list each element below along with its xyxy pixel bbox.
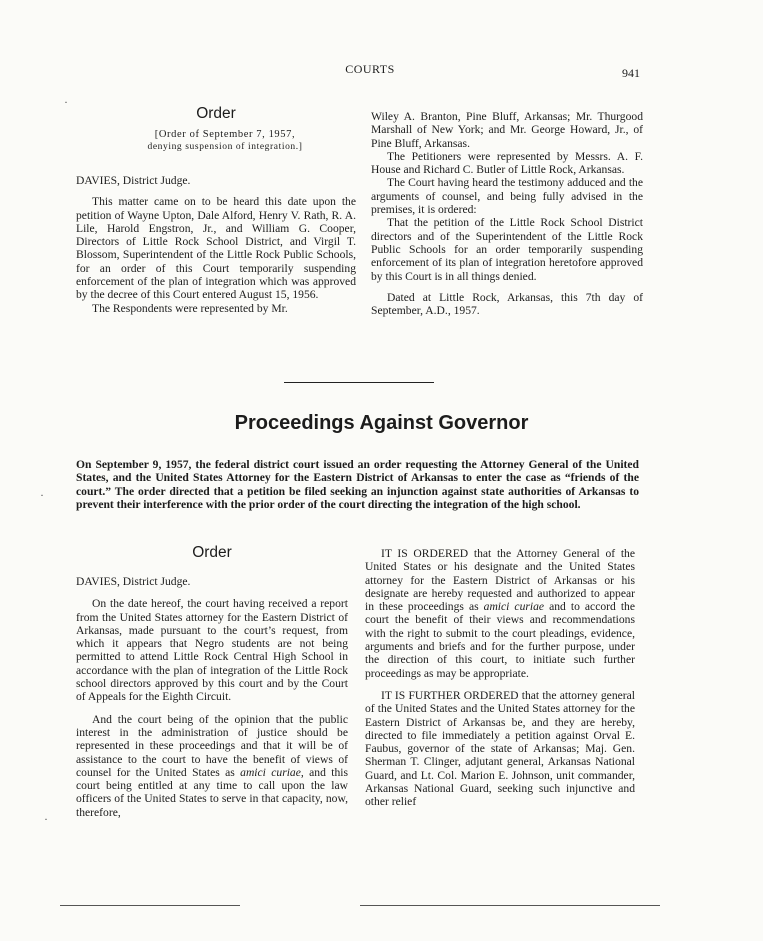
section-lead: On September 9, 1957, the federal district court issued an order requesting the Attorney General of the United States, and the United States Attorney for the Eastern District of Arkansas to enter the case as “friends of the court.” The order directed that a petition be filed seeking an injunction against state authorities of Arkansas to prevent their interference with the prior order of the court directing the integration of the high school. — [76, 458, 639, 512]
order2-judge: DAVIES, District Judge. — [76, 575, 191, 588]
page-number: 941 — [622, 66, 640, 80]
order2-right-column — [365, 547, 635, 809]
order1-judge: DAVIES, District Judge. — [76, 174, 191, 187]
order1-right-para3: The Court having heard the testimony adduced and the arguments of counsel, and being fully advised in the premises, it is ordered: — [371, 176, 643, 217]
order2-right-para1-emphasis: amici curiae — [483, 600, 545, 614]
section-divider — [284, 382, 434, 383]
order2-right-para1-text-a: IT IS ORDERED that the Attorney General of the United States or his designate and the United States attorney for the Eastern District of Arkansas or his designate are hereby requested and authorized to appear in these proceedings as — [365, 547, 635, 614]
order1-right-column — [371, 110, 643, 317]
order1-para1: This matter came on to be heard this date upon the petition of Wayne Upton, Dale Alford, Henry V. Rath, R. A. Lile, Harold Engstron, Jr., and William G. Cooper, Directors of Little Rock School District, and Virgil T. Blossom, Superintendent of the Little Rock Public Schools, for an order of this Court temporarily suspending enforcement of the plan of integration which was approved by the decree of this Court entered August 15, 1956. — [76, 195, 356, 302]
section-title: Proceedings Against Governor — [234, 412, 529, 434]
running-head: COURTS — [345, 62, 395, 76]
order1-right-para1: Wiley A. Branton, Pine Bluff, Arkansas; Mr. Thurgood Marshall of New York; and Mr. George Howard, Jr., of Pine Bluff, Arkansas. — [371, 110, 643, 150]
order2-right-para1-text-b: and to accord the court the benefit of their views and recommendations with the right to submit to the court pleadings, evidence, arguments and briefs and for the further purpose, under the direction of this court, to initiate such further proceedings as may be appropriate. — [365, 600, 635, 680]
bottom-scan-line-right — [360, 905, 660, 906]
order2-para2-text-a: And the court being of the opinion that the public interest in the administration of justice should be represented in these proceedings and that it will be of assistance to the court to have the benefit of views of counsel for the United States as — [76, 712, 348, 779]
order2-left-column — [76, 575, 348, 819]
order1-title: Order — [196, 105, 236, 122]
margin-mark: · — [40, 488, 44, 502]
order2-right-para2: IT IS FURTHER ORDERED that the attorney general of the United States and the United States attorney for the Eastern District of Arkansas be, and they are hereby, directed to file immediately a petition against Orval E. Faubus, governor of the state of Arkansas; Maj. Gen. Sherman T. Clinger, adjutant general, Arkansas National Guard, and Lt. Col. Marion E. Johnson, unit commander, Arkansas National Guard, seeking such injunctive and other relief — [365, 688, 635, 809]
order1-citation — [90, 128, 360, 154]
margin-mark: · — [44, 812, 48, 826]
order2-right-para1 — [365, 547, 635, 680]
order2-para1: On the date hereof, the court having received a report from the United States attorney for the Eastern District of Arkansas, made pursuant to the court’s request, from which it appears that Negro students are not being permitted to attend Little Rock Central High School in accordance with the plan of integration of the Little Rock school directors approved by this court and by the Court of Appeals for the Eighth Circuit. — [76, 597, 348, 704]
order1-right-para4: That the petition of the Little Rock School District directors and of the Superintendent of the Little Rock Public Schools for an order temporarily suspending enforcement of its plan of integration heretofore approved by this Court is in all things denied. — [371, 216, 643, 283]
bottom-scan-line-left — [60, 905, 240, 906]
order1-citation-line2: denying suspension of integration.] — [147, 142, 303, 152]
order2-para2-text-b: and this court being entitled at any time to call upon the law officers of the United States to serve in that capacity, now, therefore, — [76, 765, 348, 819]
margin-mark: · — [64, 95, 68, 109]
order2-para2 — [76, 713, 348, 819]
order2-para2-emphasis: amici curiae, — [240, 765, 304, 779]
order1-right-para2: The Petitioners were represented by Messrs. A. F. House and Richard C. Butler of Little Rock, Arkansas. — [371, 149, 643, 177]
order1-citation-line1: [Order of September 7, 1957, — [154, 129, 296, 140]
order1-para2: The Respondents were represented by Mr. — [92, 301, 288, 315]
order1-left-column — [76, 174, 356, 315]
order1-dated: Dated at Little Rock, Arkansas, this 7th day of September, A.D., 1957. — [371, 290, 643, 318]
order2-title: Order — [192, 544, 232, 561]
